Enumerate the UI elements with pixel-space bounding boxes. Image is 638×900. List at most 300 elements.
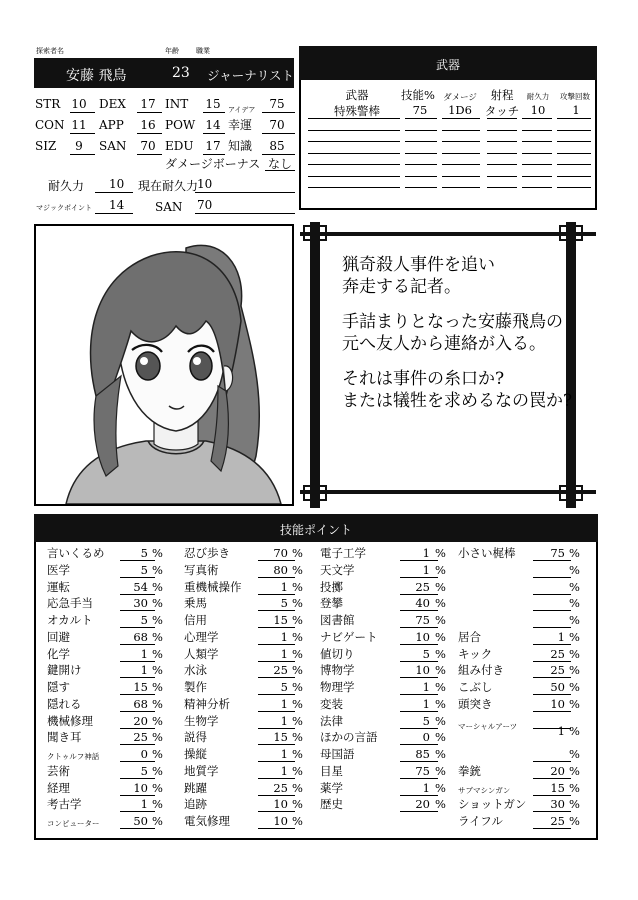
skill-underline [120,661,155,662]
skill-underline [533,795,571,796]
skill-underline [258,661,295,662]
skill-value[interactable]: 75 [550,546,565,560]
skill-percent-sign: % [292,696,303,711]
skill-name: ナビゲート [320,629,378,644]
stat-value-siz[interactable]: 9 [75,139,83,153]
skill-value[interactable]: 1 [422,546,430,560]
skill-percent-sign: % [435,780,446,795]
stat-underline [203,133,225,134]
stat-label-edu: EDU [165,139,194,153]
stat-value-知識[interactable]: 85 [269,139,285,153]
stat-label-siz: SIZ [35,139,57,153]
mp-label: マジックポイント [36,204,92,212]
skill-name: 小さい梶棒 [458,546,516,560]
damage-bonus-line [265,170,295,171]
skill-value[interactable]: 50 [550,680,565,694]
skill-percent-sign: % [152,763,163,778]
skill-underline [258,560,295,561]
skill-underline [400,795,438,796]
skill-name: 説得 [184,730,207,745]
weapon-row-line [557,153,591,154]
skill-percent-sign: % [292,747,303,761]
skill-percent-sign: % [435,629,446,644]
skill-value[interactable]: 5 [422,646,430,661]
weapon-cell[interactable]: 特殊警棒 [334,104,380,118]
skill-name: キック [458,646,493,661]
weapon-row-line [442,153,480,154]
job-label: 職業 [196,47,210,55]
weapon-row-line [405,153,437,154]
skill-percent-sign: % [569,646,580,661]
stat-value-app[interactable]: 16 [140,118,156,132]
skill-underline [400,811,438,812]
stat-underline [137,154,162,155]
skill-value[interactable]: 25 [133,730,148,745]
skill-name: 薬学 [320,780,343,795]
weapons-header-cell: 武器 [345,88,369,102]
stat-underline [137,112,162,113]
skill-value[interactable]: 75 [415,613,430,627]
skill-value[interactable]: 1 [280,579,288,594]
skill-percent-sign: % [152,696,163,711]
skill-name: 追跡 [184,797,207,812]
skill-name: 応急手当 [47,596,93,611]
story-line: 猟奇殺人事件を追い [342,255,495,275]
skill-name: 鍵開け [47,663,82,678]
investigator-name-label: 探索者名 [36,47,64,55]
skill-value[interactable]: 25 [550,646,565,661]
weapon-cell[interactable]: タッチ [484,104,520,118]
skill-value[interactable]: 1 [140,646,148,661]
weapon-row-line [522,130,552,131]
san-value[interactable]: 70 [197,198,213,212]
stat-underline [262,154,295,155]
weapon-row-line [487,130,517,131]
skill-percent-sign: % [569,680,580,694]
skills-title: 技能ポイント [279,523,352,537]
skill-name: 操縦 [184,747,207,761]
skill-name: 歴史 [320,797,343,812]
skill-underline [120,795,155,796]
stat-value-pow[interactable]: 14 [205,118,221,132]
skill-percent-sign: % [569,696,580,711]
skill-underline [533,711,571,712]
skill-underline [120,560,155,561]
skill-underline [258,811,295,812]
skill-value[interactable]: 5 [280,596,288,611]
weapon-row-line [442,118,480,119]
skill-underline [258,594,295,595]
stat-underline [262,112,295,113]
skill-percent-sign: % [569,663,580,678]
skill-underline [533,610,571,611]
stat-value-edu[interactable]: 17 [205,139,221,153]
skill-name: 精神分析 [184,696,230,711]
skill-value[interactable]: 1 [557,723,565,738]
skill-percent-sign: % [569,579,580,594]
skill-underline [400,778,438,779]
current-hp-line [195,192,295,193]
skill-percent-sign: % [292,780,303,795]
skill-value[interactable]: 50 [133,814,148,828]
skill-percent-sign: % [152,546,163,560]
skill-value[interactable]: 0 [140,747,148,761]
skill-value[interactable]: 30 [133,596,148,611]
skill-percent-sign: % [292,579,303,594]
skill-name: こぶし [458,680,493,694]
skill-name: 投擲 [320,579,343,594]
skill-value[interactable]: 25 [273,663,288,678]
weapon-row-line [308,141,400,142]
stat-value-san[interactable]: 70 [140,139,156,153]
stat-label-pow: POW [165,118,196,132]
skill-value[interactable]: 10 [415,629,430,644]
skill-value[interactable]: 1 [280,646,288,661]
skill-underline [400,677,438,678]
skill-underline [400,627,438,628]
stat-label-dex: DEX [99,97,126,111]
investigator-age[interactable]: 23 [172,65,190,81]
stat-value-str[interactable]: 10 [71,97,87,111]
skill-percent-sign: % [569,763,580,778]
skill-underline [533,811,571,812]
skill-underline [400,761,438,762]
stat-underline [70,133,95,134]
skill-underline [533,594,571,595]
skill-name: 重機械操作 [184,579,242,594]
story-line: 手詰まりとなった安藤飛鳥の [342,312,563,332]
skill-underline [258,711,295,712]
weapon-cell[interactable]: 1 [572,103,580,117]
weapon-row-line [405,118,437,119]
skill-name: 博物学 [320,663,355,678]
skill-percent-sign: % [292,546,303,560]
skill-value[interactable]: 5 [422,713,430,728]
skill-percent-sign: % [152,579,163,594]
skill-name: ショットガン [458,797,527,812]
skill-name: 値切り [320,646,355,661]
skill-value[interactable]: 1 [422,696,430,711]
stat-underline [203,154,225,155]
weapon-cell[interactable]: 1D6 [448,103,472,117]
stat-label-幸運: 幸運 [228,118,253,132]
skill-percent-sign: % [435,562,446,577]
weapon-row-line [405,130,437,131]
skill-percent-sign: % [569,797,580,812]
skill-percent-sign: % [569,596,580,611]
story-panel [300,222,596,508]
skill-name: 運転 [47,579,70,594]
skill-underline [258,728,295,729]
skill-value[interactable]: 30 [550,797,565,812]
skill-name: 法律 [320,713,343,728]
skill-underline [258,644,295,645]
skill-name: 水泳 [184,663,207,678]
hp-value[interactable]: 10 [109,177,125,191]
skill-name: 聞き耳 [47,730,82,745]
skill-underline [400,744,438,745]
skill-value[interactable]: 15 [273,730,288,745]
weapon-row-line [442,187,480,188]
mp-value[interactable]: 14 [109,198,125,212]
skill-value[interactable]: 1 [280,747,288,761]
skill-underline [120,694,155,695]
skill-underline [120,610,155,611]
skill-percent-sign: % [152,780,163,795]
skill-underline [400,577,438,578]
skill-underline [533,778,571,779]
skill-percent-sign: % [292,562,303,577]
weapon-row-line [522,153,552,154]
skill-value[interactable]: 75 [415,763,430,778]
skill-percent-sign: % [292,814,303,828]
skill-underline [400,661,438,662]
skill-underline [533,644,571,645]
skill-value[interactable]: 1 [280,696,288,711]
stat-value-dex[interactable]: 17 [140,97,156,111]
skill-percent-sign: % [435,546,446,560]
skill-name: 回避 [47,629,70,644]
skill-name: 目星 [320,763,343,778]
skill-value[interactable]: 0 [422,730,430,745]
weapon-row-line [442,176,480,177]
skill-value[interactable]: 1 [422,780,430,795]
skill-percent-sign: % [292,613,303,627]
skill-underline [400,594,438,595]
skill-name: 隠す [47,680,70,694]
skill-underline [400,610,438,611]
skill-name: 地質学 [184,763,219,778]
skill-value[interactable]: 40 [415,596,430,611]
skill-value[interactable]: 1 [422,680,430,694]
investigator-name[interactable]: 安藤 飛鳥 [66,68,127,84]
skill-percent-sign: % [152,646,163,661]
skill-value[interactable]: 68 [133,696,148,711]
skill-value[interactable]: 25 [415,579,430,594]
weapon-row-line [557,187,591,188]
skill-value[interactable]: 15 [133,680,148,694]
stat-value-アイデア[interactable]: 75 [269,97,285,111]
skill-underline [258,761,295,762]
stat-value-con[interactable]: 11 [71,118,87,132]
weapons-header-cell: 耐久力 [526,92,550,101]
skill-value[interactable]: 85 [415,747,430,761]
weapon-cell[interactable]: 10 [530,103,546,117]
stat-underline [70,112,95,113]
skill-percent-sign: % [569,629,580,644]
skill-underline [258,610,295,611]
skill-underline [258,795,295,796]
weapon-row-line [487,153,517,154]
skill-value[interactable]: 10 [273,797,288,812]
stat-value-幸運[interactable]: 70 [269,118,285,132]
weapon-row-line [487,164,517,165]
san-line [195,213,295,214]
skill-value[interactable]: 68 [133,629,148,644]
skill-value[interactable]: 20 [133,713,148,728]
skill-value[interactable]: 1 [280,763,288,778]
skill-underline [258,577,295,578]
weapon-row-line [557,118,591,119]
weapons-title-bar [299,46,597,80]
skill-percent-sign: % [435,797,446,812]
skill-value[interactable]: 1 [422,562,430,577]
skill-percent-sign: % [292,680,303,694]
skill-percent-sign: % [569,814,580,828]
damage-bonus-value[interactable]: なし [268,157,293,171]
skill-underline [533,677,571,678]
skill-underline [120,744,155,745]
story-line: 元へ友人から連絡が入る。 [342,334,546,354]
skill-underline [400,644,438,645]
stat-label-app: APP [99,118,124,132]
skill-name: 組み付き [458,663,504,678]
damage-bonus-label: ダメージボーナス [165,157,261,171]
skill-value[interactable]: 10 [133,780,148,795]
stat-label-con: CON [35,118,65,132]
stat-underline [262,133,295,134]
character-portrait [36,226,292,504]
skill-value[interactable]: 10 [550,696,565,711]
skill-percent-sign: % [435,646,446,661]
weapon-row-line [308,164,400,165]
skill-percent-sign: % [292,629,303,644]
weapon-row-line [522,176,552,177]
skill-percent-sign: % [569,780,580,795]
skill-name: ほかの言語 [320,730,378,745]
skill-underline [533,627,571,628]
skill-percent-sign: % [152,613,163,627]
skill-percent-sign: % [152,562,163,577]
skill-value[interactable]: 5 [280,680,288,694]
skill-underline [533,728,571,729]
skill-value[interactable]: 10 [415,663,430,678]
mp-line [95,213,133,214]
skill-value[interactable]: 5 [140,613,148,627]
skill-value[interactable]: 1 [280,629,288,644]
skill-underline [258,694,295,695]
stat-value-int[interactable]: 15 [205,97,221,111]
stat-label-san: SAN [99,139,127,153]
weapon-row-line [487,141,517,142]
story-text [342,254,582,412]
weapons-header-cell: 射程 [490,88,514,102]
skill-underline [533,661,571,662]
stat-label-アイデア: アイデア [228,106,256,114]
skill-value[interactable]: 80 [273,562,288,577]
skill-value[interactable]: 1 [140,797,148,812]
skill-value[interactable]: 1 [280,713,288,728]
skill-value[interactable]: 1 [557,629,565,644]
skill-value[interactable]: 25 [550,814,565,828]
skill-name: 変装 [320,696,343,711]
skill-name: 経理 [47,780,70,795]
skill-value[interactable]: 1 [140,663,148,678]
skill-value[interactable]: 15 [273,613,288,627]
stat-label-int: INT [165,97,189,111]
skill-name: 生物学 [184,713,219,728]
skill-value[interactable]: 5 [140,763,148,778]
skill-value[interactable]: 25 [550,663,565,678]
skill-underline [533,560,571,561]
skill-underline [120,711,155,712]
skill-percent-sign: % [435,730,446,745]
skill-underline [120,778,155,779]
skill-name: コンピューター [47,819,100,828]
skill-underline [120,644,155,645]
skill-percent-sign: % [569,546,580,560]
skill-value[interactable]: 20 [415,797,430,812]
skill-percent-sign: % [292,663,303,678]
weapon-row-line [557,176,591,177]
weapon-cell[interactable]: 75 [412,103,428,117]
skill-underline [400,560,438,561]
skill-name: 跳躍 [184,780,207,795]
skill-underline [400,694,438,695]
skill-percent-sign: % [435,613,446,627]
skill-value[interactable]: 25 [273,780,288,795]
skill-percent-sign: % [152,629,163,644]
weapon-row-line [487,176,517,177]
skill-percent-sign: % [435,747,446,761]
weapons-title: 武器 [435,58,460,72]
current-hp-value[interactable]: 10 [197,177,213,191]
skill-name: オカルト [47,613,93,627]
skill-percent-sign: % [292,596,303,611]
skill-percent-sign: % [292,763,303,778]
skill-value[interactable]: 5 [140,546,148,560]
skill-name: 考古学 [47,797,82,812]
skill-percent-sign: % [435,596,446,611]
skill-value[interactable]: 20 [550,763,565,778]
weapon-row-line [522,118,552,119]
weapon-row-line [557,164,591,165]
stat-underline [70,154,95,155]
investigator-job[interactable]: ジャーナリスト [207,68,295,83]
skill-percent-sign: % [435,663,446,678]
skill-name: 頭突き [458,696,493,711]
skill-percent-sign: % [152,814,163,828]
skill-underline [533,694,571,695]
skill-underline [120,627,155,628]
weapon-row-line [308,153,400,154]
skill-underline [120,761,155,762]
skill-percent-sign: % [152,730,163,745]
stat-underline [203,112,225,113]
skill-percent-sign: % [435,763,446,778]
skill-percent-sign: % [292,646,303,661]
skill-underline [120,828,155,829]
skill-value[interactable]: 15 [550,780,565,795]
skill-percent-sign: % [152,713,163,728]
weapon-row-line [405,164,437,165]
skill-underline [120,811,155,812]
story-line: それは事件の糸口か? [342,369,505,389]
skill-name: 登攀 [320,596,343,611]
skill-percent-sign: % [152,596,163,611]
skill-value[interactable]: 54 [133,579,148,594]
weapon-row-line [405,141,437,142]
skill-value[interactable]: 5 [140,562,148,577]
skill-value[interactable]: 10 [273,814,288,828]
skill-name: 居合 [458,629,481,644]
skills-title-bar [34,514,598,542]
skill-value[interactable]: 70 [273,546,288,560]
skill-underline [120,594,155,595]
skill-name: ライフル [458,814,503,828]
skill-name: 芸術 [47,763,70,778]
skill-name: 機械修理 [47,713,93,728]
